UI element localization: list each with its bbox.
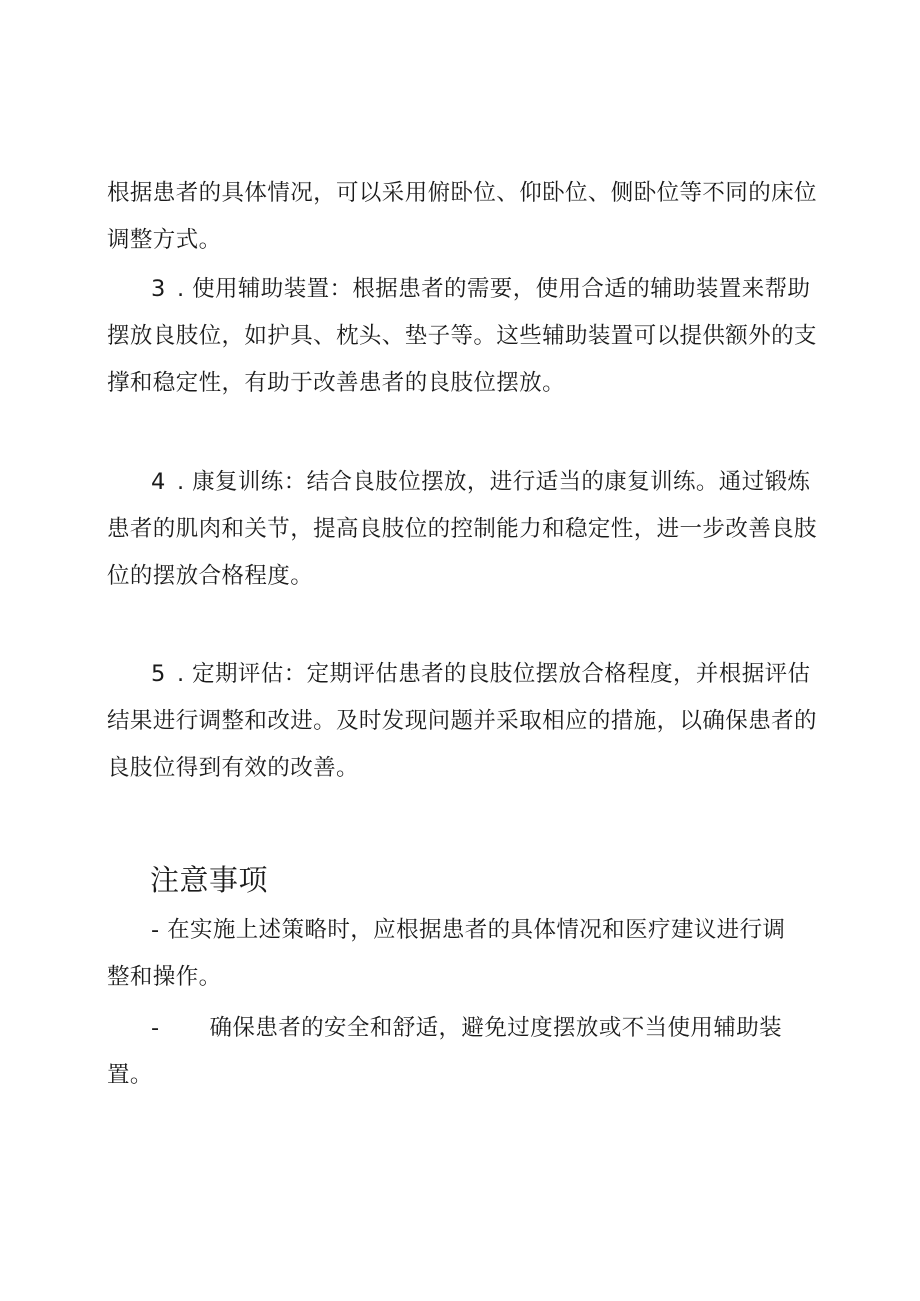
continuation-line-2: 调整方式。 <box>107 227 222 253</box>
item-3-line-2: 摆放良肢位，如护具、枕头、垫子等。这些辅助装置可以提供额外的支 <box>107 323 817 349</box>
item-5-number: 5 <box>151 661 166 687</box>
item-3-line-1: . 使用辅助装置：根据患者的需要，使用合适的辅助装置来帮助 <box>177 276 811 302</box>
continuation-line-1: 根据患者的具体情况，可以采用俯卧位、仰卧位、侧卧位等不同的床位 <box>107 180 817 206</box>
note-2-line-1: 确保患者的安全和舒适，避免过度摆放或不当使用辅助装 <box>209 1015 783 1041</box>
list-item-4 <box>107 459 823 600</box>
note-2 <box>107 1005 823 1099</box>
item-4-line-3: 位的摆放合格程度。 <box>107 563 314 589</box>
item-4-line-1: . 康复训练：结合良肢位摆放，进行适当的康复训练。通过锻炼 <box>177 469 811 495</box>
item-4-line-2: 患者的肌肉和关节，提高良肢位的控制能力和稳定性，进一步改善良肢 <box>107 516 817 542</box>
note-1-line-1: 在实施上述策略时，应根据患者的具体情况和医疗建议进行调 <box>159 917 786 943</box>
note-2-line-2: 置。 <box>107 1062 153 1088</box>
note-1-dash: - <box>151 917 160 943</box>
list-item-3 <box>107 266 823 407</box>
item-3-line-3: 撑和稳定性，有助于改善患者的良肢位摆放。 <box>107 370 566 396</box>
item-5-line-1: . 定期评估：定期评估患者的良肢位摆放合格程度，并根据评估 <box>177 661 811 687</box>
note-1-line-2: 整和操作。 <box>107 964 222 990</box>
notes-heading: 注意事项 <box>150 863 269 897</box>
note-2-dash: - <box>151 1015 160 1041</box>
item-4-number: 4 <box>151 469 166 495</box>
continuation-paragraph <box>107 170 823 264</box>
list-item-5 <box>107 651 823 792</box>
item-5-line-2: 结果进行调整和改进。及时发现问题并采取相应的措施，以确保患者的 <box>107 708 817 734</box>
note-1 <box>107 907 823 1001</box>
item-5-line-3: 良肢位得到有效的改善。 <box>107 755 359 781</box>
item-3-number: 3 <box>151 276 166 302</box>
